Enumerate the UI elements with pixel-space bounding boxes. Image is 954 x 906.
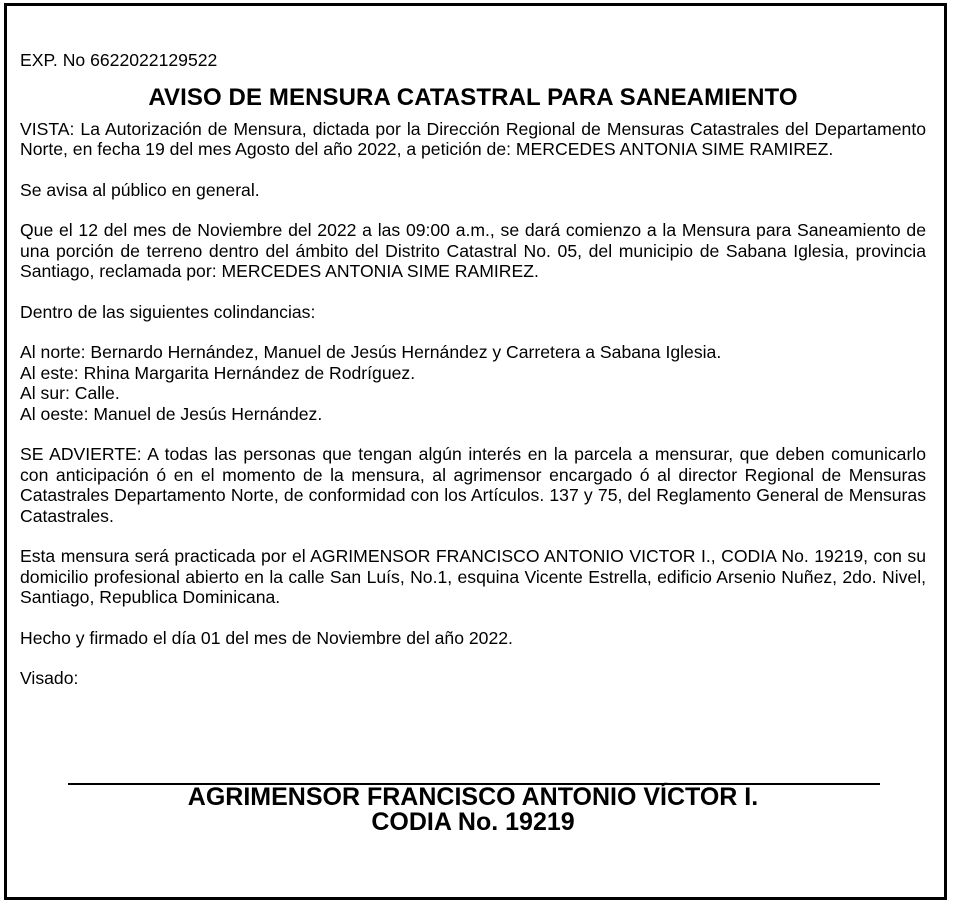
notice-title: AVISO DE MENSURA CATASTRAL PARA SANEAMIENTO (148, 83, 798, 111)
signature-name: AGRIMENSOR FRANCISCO ANTONIO VÍCTOR I. (187, 783, 759, 811)
visado-label: Visado: (20, 668, 79, 688)
signed-date-paragraph: Hecho y firmado el día 01 del mes de Noviembre del año 2022. (20, 627, 513, 648)
surveyor-paragraph: Esta mensura será practicada por el AGRIMENSOR FRANCISCO ANTONIO VICTOR I., CODIA No. 19219, con su domicilio profesional abierto en la calle San Luís, No.1, esquina Vicente Estrella, edificio Arsenio Nuñez, 2do. Nivel, Santiago, Republica Dominicana. (20, 546, 926, 607)
boundary-east: Al este: Rhina Margarita Hernández de Rodríguez. (20, 362, 416, 383)
survey-date-paragraph: Que el 12 del mes de Noviembre del 2022 a las 09:00 a.m., se dará comienzo a la Mensura para Saneamiento de una porción de terreno dentro del ámbito del Distrito Catastral No. 05, del municipio de Sabana Iglesia, provincia Santiago, reclamada por: MERCEDES ANTONIA SIME RAMIREZ. (20, 220, 926, 281)
notice-body (20, 50, 926, 689)
expedient-number: EXP. No 6622022129522 (20, 50, 218, 70)
boundaries-intro: Dentro de las siguientes colindancias: (20, 301, 316, 322)
signature-codia: CODIA No. 19219 (371, 808, 575, 836)
warning-paragraph: SE ADVIERTE: A todas las personas que tengan algún interés en la parcela a mensurar, que deben comunicarlo con anticipación ó en el momento de la mensura, al agrimensor encargado ó al director Regional de Mensuras Catastrales Departamento Norte, de conformidad con los Artículos. 137 y 75, del Reglamento General de Mensuras Catastrales. (20, 444, 926, 526)
boundary-west: Al oeste: Manuel de Jesús Hernández. (20, 403, 323, 424)
boundary-south: Al sur: Calle. (20, 383, 120, 403)
public-notice-paragraph: Se avisa al público en general. (20, 179, 260, 200)
boundary-north: Al norte: Bernardo Hernández, Manuel de Jesús Hernández y Carretera a Sabana Iglesia. (20, 342, 722, 362)
vista-paragraph: VISTA: La Autorización de Mensura, dictada por la Dirección Regional de Mensuras Catastrales del Departamento Norte, en fecha 19 del mes Agosto del año 2022, a petición de: MERCEDES ANTONIA SIME RAMIREZ. (20, 118, 926, 159)
